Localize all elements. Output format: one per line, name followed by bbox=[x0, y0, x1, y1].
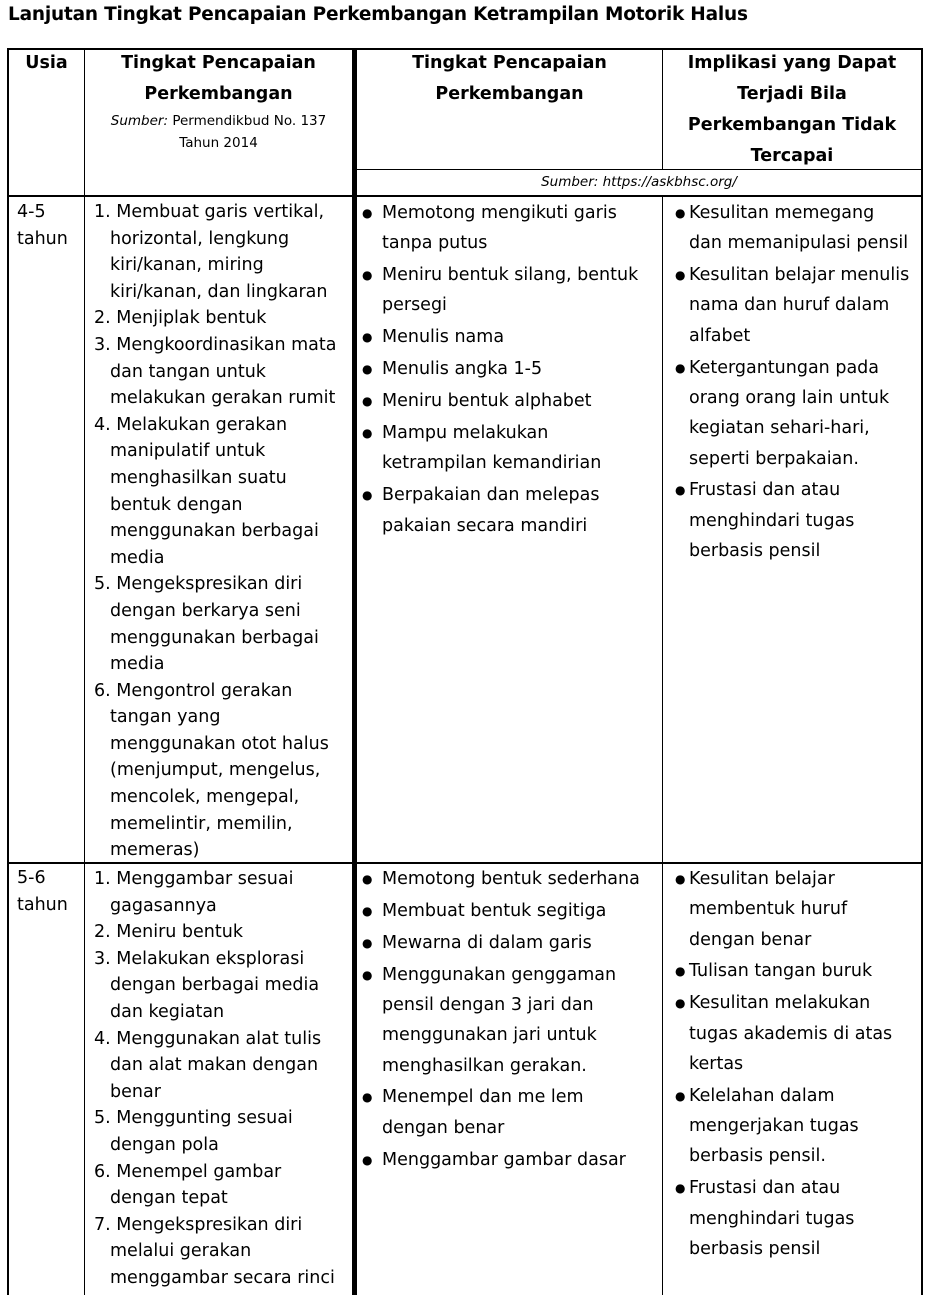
standard-line: tangan yang bbox=[110, 707, 221, 728]
header-age-label: Usia bbox=[25, 53, 68, 73]
standard-line: melakukan gerakan rumit bbox=[110, 388, 336, 409]
standard-line: 6. Menempel gambar bbox=[94, 1161, 282, 1182]
header-standard-source-year: Tahun 2014 bbox=[179, 135, 258, 151]
milestone-item-line: pensil dengan 3 jari dan bbox=[382, 994, 594, 1015]
implication-item-line: dan memanipulasi pensil bbox=[689, 233, 909, 254]
header-source-url bbox=[357, 170, 921, 194]
row1-milestones bbox=[362, 198, 660, 542]
milestone-item-line: ketrampilan kemandirian bbox=[382, 453, 602, 474]
page-title: Lanjutan Tingkat Pencapaian Perkembangan Ketrampilan Motorik Halus bbox=[8, 4, 748, 25]
table-border-left bbox=[7, 48, 9, 1295]
row1-implications bbox=[675, 198, 921, 568]
col-divider-3-body bbox=[662, 195, 663, 1295]
implication-item-line: berbasis pensil. bbox=[689, 1146, 826, 1167]
milestone-item-line: ● Memotong mengikuti garis bbox=[382, 203, 617, 223]
milestone-item-line: menghasilkan gerakan. bbox=[382, 1055, 587, 1076]
implication-item-line: dengan benar bbox=[689, 929, 812, 950]
standard-line: menggunakan otot halus bbox=[110, 733, 329, 754]
row2-standards-list bbox=[94, 866, 352, 1292]
standard-line: 5. Menggunting sesuai bbox=[94, 1108, 293, 1129]
header-milestone bbox=[357, 48, 662, 110]
standard-line: 3. Melakukan eksplorasi bbox=[94, 948, 305, 969]
header-implication-line1: Implikasi yang Dapat bbox=[687, 53, 897, 73]
milestone-item bbox=[362, 864, 660, 894]
row1-age bbox=[17, 199, 83, 253]
standard-line: dan alat makan dengan bbox=[110, 1055, 319, 1076]
row1-standards bbox=[94, 199, 352, 864]
row1-implications-list bbox=[675, 198, 921, 566]
implication-item-line: menghindari tugas bbox=[689, 510, 855, 531]
milestone-item-line: ● Mewarna di dalam garis bbox=[382, 932, 592, 953]
milestone-item-line: menggunakan jari untuk bbox=[382, 1025, 597, 1046]
milestone-item bbox=[362, 480, 660, 541]
row2-standards bbox=[94, 866, 352, 1292]
header-implication-line2: Terjadi Bila bbox=[737, 84, 847, 104]
milestone-item-line: ● Menempel dan me lem bbox=[382, 1087, 584, 1108]
milestone-item-line: ● Menggambar gambar dasar bbox=[382, 1149, 626, 1170]
implication-item bbox=[675, 198, 921, 259]
standard-line: dengan berkarya seni bbox=[110, 600, 301, 621]
milestone-item-line: ● Menggunakan genggaman bbox=[382, 964, 617, 985]
header-standard-line1: Tingkat Pencapaian bbox=[121, 53, 316, 73]
milestone-item-line: ● Berpakaian dan melepas bbox=[382, 485, 600, 506]
implication-item bbox=[675, 864, 921, 955]
source-text: Permendikbud No. 137 bbox=[168, 113, 327, 129]
milestone-item bbox=[362, 1145, 660, 1175]
milestone-item-line: ● Membuat bentuk segitiga bbox=[382, 900, 607, 921]
milestone-item bbox=[362, 928, 660, 958]
row1-age-line1: 4-5 bbox=[17, 202, 46, 222]
standard-line: 2. Menjiplak bentuk bbox=[94, 308, 267, 329]
implication-item-line: alfabet bbox=[689, 325, 751, 346]
implication-item-line: membentuk huruf bbox=[689, 899, 848, 920]
standard-line: dengan pola bbox=[110, 1134, 219, 1155]
row2-age-line2: tahun bbox=[17, 895, 68, 915]
implication-item-line: ● Tulisan tangan buruk bbox=[689, 961, 873, 982]
implication-item bbox=[675, 1173, 921, 1264]
milestone-item bbox=[362, 354, 660, 384]
standard-line: 3. Mengkoordinasikan mata bbox=[94, 334, 337, 355]
standard-line: (menjumput, mengelus, bbox=[110, 760, 321, 781]
milestone-item bbox=[362, 896, 660, 926]
standard-line: manipulatif untuk bbox=[110, 441, 266, 462]
implication-item bbox=[675, 475, 921, 566]
milestone-item-line: ● Meniru bentuk silang, bentuk bbox=[382, 265, 639, 286]
milestone-item-line: ● Mampu melakukan bbox=[382, 423, 549, 444]
standard-line: dengan berbagai media bbox=[110, 975, 320, 996]
standard-line: dan tangan untuk bbox=[110, 361, 266, 382]
milestone-item-line: persegi bbox=[382, 295, 447, 316]
standard-line: media bbox=[110, 654, 165, 675]
implication-item-line: ● Kesulitan memegang bbox=[689, 203, 875, 223]
standard-line: mencolek, mengepal, bbox=[110, 787, 300, 808]
implication-item-line: kertas bbox=[689, 1053, 744, 1074]
milestone-item bbox=[362, 198, 660, 259]
implication-item-line: tugas akademis di atas bbox=[689, 1023, 893, 1044]
header-implication bbox=[663, 48, 921, 172]
header-standard bbox=[85, 48, 352, 154]
standard-line: memeras) bbox=[110, 840, 200, 861]
implication-item-line: ● Frustasi dan atau bbox=[689, 1178, 841, 1199]
table-border-right bbox=[921, 48, 923, 1295]
implication-item bbox=[675, 1081, 921, 1172]
row1-milestones-list bbox=[362, 198, 660, 541]
header-standard-line2: Perkembangan bbox=[144, 84, 293, 104]
standard-line: menggunakan berbagai bbox=[110, 627, 319, 648]
implication-item-line: berbasis pensil bbox=[689, 1238, 821, 1259]
implication-item-line: ● Frustasi dan atau bbox=[689, 480, 841, 501]
implication-item bbox=[675, 956, 921, 986]
col-divider-1 bbox=[84, 48, 85, 1295]
milestone-item bbox=[362, 418, 660, 479]
source-url-text: Sumber: https://askbhsc.org/ bbox=[541, 174, 737, 190]
standard-line: 6. Mengontrol gerakan bbox=[94, 680, 293, 701]
implication-item-line: ● Ketergantungan pada bbox=[689, 357, 880, 378]
milestone-item-line: ● Memotong bentuk sederhana bbox=[382, 869, 640, 889]
milestone-item-line: tanpa putus bbox=[382, 233, 488, 254]
milestone-item-line: ● Meniru bentuk alphabet bbox=[382, 391, 592, 412]
standard-line: 4. Melakukan gerakan bbox=[94, 414, 288, 435]
row2-implications-list bbox=[675, 864, 921, 1264]
row2-age-line1: 5-6 bbox=[17, 868, 46, 888]
implication-item-line: seperti berpakaian. bbox=[689, 448, 859, 469]
standard-line: bentuk dengan bbox=[110, 494, 243, 515]
header-milestone-line1: Tingkat Pencapaian bbox=[412, 53, 607, 73]
header-implication-line4: Tercapai bbox=[750, 146, 834, 166]
milestone-item bbox=[362, 260, 660, 321]
implication-item bbox=[675, 260, 921, 351]
milestone-item-line: pakaian secara mandiri bbox=[382, 515, 588, 536]
header-age bbox=[9, 48, 84, 79]
milestone-item-line: ● Menulis angka 1-5 bbox=[382, 359, 543, 380]
standard-line: memelintir, memilin, bbox=[110, 813, 293, 834]
standard-line: menggunakan berbagai bbox=[110, 521, 319, 542]
header-implication-line3: Perkembangan Tidak bbox=[687, 115, 897, 135]
implication-item-line: ● Kesulitan belajar bbox=[689, 869, 835, 889]
standard-line: 7. Mengekspresikan diri bbox=[94, 1214, 303, 1235]
milestone-item-line: ● Menulis nama bbox=[382, 327, 505, 348]
standard-line: kiri/kanan, miring bbox=[110, 255, 264, 276]
implication-item bbox=[675, 353, 921, 474]
header-milestone-line2: Perkembangan bbox=[435, 84, 584, 104]
milestone-item bbox=[362, 322, 660, 352]
standard-line: menghasilkan suatu bbox=[110, 467, 287, 488]
row1-standards-list bbox=[94, 199, 352, 864]
standard-line: dan kegiatan bbox=[110, 1001, 225, 1022]
row2-milestones-list bbox=[362, 864, 660, 1175]
standard-line: kiri/kanan, dan lingkaran bbox=[110, 281, 328, 302]
standard-line: 1. Menggambar sesuai bbox=[94, 869, 294, 889]
row2-implications bbox=[675, 864, 921, 1266]
standard-line: dengan tepat bbox=[110, 1188, 228, 1209]
standard-line: 4. Menggunakan alat tulis bbox=[94, 1028, 322, 1049]
milestone-item bbox=[362, 960, 660, 1081]
milestone-item bbox=[362, 386, 660, 416]
implication-item-line: nama dan huruf dalam bbox=[689, 295, 890, 316]
implication-item-line: ● Kelelahan dalam bbox=[689, 1085, 835, 1106]
row2-age bbox=[17, 865, 83, 919]
standard-line: melalui gerakan bbox=[110, 1241, 252, 1262]
milestone-item bbox=[362, 1082, 660, 1143]
standard-line: media bbox=[110, 547, 165, 568]
col-divider-2-thick bbox=[352, 48, 357, 1295]
standard-line: benar bbox=[110, 1081, 161, 1102]
standard-line: horizontal, lengkung bbox=[110, 228, 290, 249]
implication-item-line: kegiatan sehari-hari, bbox=[689, 418, 870, 439]
standard-line: gagasannya bbox=[110, 895, 217, 916]
implication-item-line: mengerjakan tugas bbox=[689, 1116, 859, 1137]
milestone-item-line: dengan benar bbox=[382, 1117, 505, 1138]
standard-line: 1. Membuat garis vertikal, bbox=[94, 202, 325, 222]
header-bottom-border bbox=[7, 195, 923, 197]
standard-line: menggambar secara rinci bbox=[110, 1267, 335, 1288]
implication-item-line: menghindari tugas bbox=[689, 1208, 855, 1229]
source-label: Sumber: bbox=[110, 113, 169, 129]
implication-item-line: ● Kesulitan melakukan bbox=[689, 993, 871, 1014]
header-standard-source bbox=[85, 110, 352, 132]
implication-item-line: ● Kesulitan belajar menulis bbox=[689, 265, 910, 286]
implication-item-line: orang orang lain untuk bbox=[689, 387, 890, 408]
implication-item-line: berbasis pensil bbox=[689, 541, 821, 562]
row2-milestones bbox=[362, 864, 660, 1177]
standard-line: 5. Mengekspresikan diri bbox=[94, 574, 303, 595]
standard-line: 2. Meniru bentuk bbox=[94, 922, 243, 943]
row1-age-line2: tahun bbox=[17, 229, 68, 249]
implication-item bbox=[675, 988, 921, 1079]
